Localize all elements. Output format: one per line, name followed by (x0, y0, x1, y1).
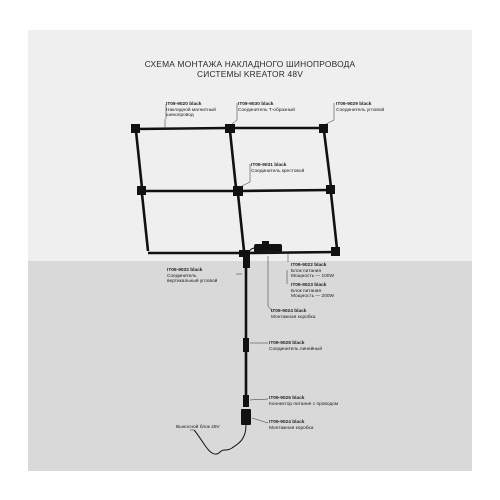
diagram-title-line-1: СХЕМА МОНТАЖА НАКЛАДНОГО ШИНОПРОВОДА (144, 59, 356, 69)
t-connector-icon (225, 124, 235, 133)
cross-connector-icon (233, 186, 243, 196)
label-psu-200: IT09-9023 black Блок питания Мощность — 200W (291, 283, 335, 300)
label-power-connector: IT09-9025 black Коннектор питания с проводом (269, 396, 339, 407)
label-psu-100: IT09-9022 black Блок питания Мощность — 100W (291, 263, 335, 280)
track-segment (331, 193, 337, 249)
label-mount-box-top: IT09-9024 black Монтажная коробка (271, 309, 316, 320)
track-segment (240, 190, 331, 191)
track-segment (324, 131, 331, 187)
vertical-corner-connector-icon (239, 250, 250, 268)
mount-box-icon (262, 241, 269, 244)
label-corner-connector: IT09-9029 black Соединитель угловой (336, 102, 385, 113)
label-external-psu: Выносной блок 48V (176, 425, 220, 430)
label-magnetic-track: IT09-9020 black Накладной магнитный шинопровод (166, 102, 216, 119)
label-linear-connector: IT09-9028 black Соединитель линейный (269, 341, 323, 352)
track-segment (136, 128, 228, 129)
corner-connector-icon (131, 124, 140, 133)
power-supply-icon (254, 244, 282, 253)
label-mount-box-bottom: IT09-9024 black Монтажная коробка (269, 420, 314, 431)
track-segment (230, 131, 236, 188)
t-connector-icon (137, 186, 146, 195)
track-segment (238, 194, 244, 251)
diagram-title-line-2: СИСТЕМЫ KREATOR 48V (197, 69, 303, 79)
corner-connector-icon (319, 124, 328, 133)
corner-connector-icon (331, 247, 340, 256)
label-cross-connector: IT09-9031 black Соединитель крестовой (251, 163, 305, 174)
linear-connector-icon (243, 338, 249, 352)
t-connector-icon (326, 185, 335, 194)
label-t-connector: IT09-9030 black Соединитель Т-образный (238, 102, 295, 113)
mount-box-icon (241, 409, 251, 425)
power-connector-icon (243, 395, 249, 407)
label-vertical-corner-connector: IT09-9032 black Соединитель вертикальный угловой (167, 268, 218, 285)
track-segment (142, 194, 148, 251)
track-segment (136, 131, 142, 188)
